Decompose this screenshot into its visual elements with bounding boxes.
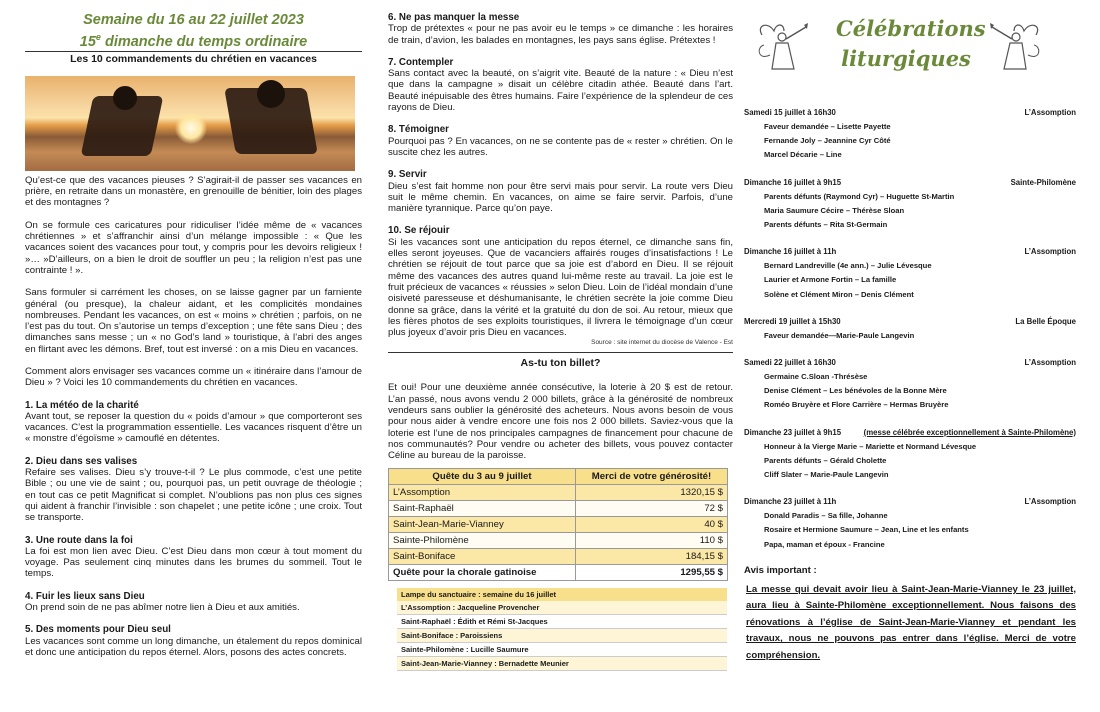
table-row: [389, 532, 728, 548]
week-title: Semaine du 16 au 22 juillet 2023: [83, 12, 304, 28]
intro-paragraph-4: Comment alors envisager ses vacances comme un « itinéraire dans l’amour de Dieu » ? Voici les 10 commandements du chrétien en vacances.: [25, 365, 362, 389]
collection-amount: 72 $: [576, 500, 728, 516]
commandment-text: Avant tout, se reposer la question du « poids d’amour » que comporteront ses vacances. C’est la programmation essentielle. Les vacances risquent d’être un « monstre d’égoïsme » camouflé en détentes.: [25, 410, 362, 445]
column-right: [744, 0, 1076, 664]
vacation-photo: [25, 76, 355, 171]
commandment-1: [25, 400, 362, 445]
sunday-number: 15: [79, 33, 96, 50]
table-row: [389, 500, 728, 516]
mass-intention: Maria Saumure Cécire – Thérèse Sloan: [764, 205, 905, 215]
mass-intention: Laurier et Armone Fortin – La famille: [764, 275, 897, 285]
mass-intention: Roméo Bruyère et Flore Carrière – Hermas Bruyère: [764, 400, 949, 410]
mass-where: L’Assomption: [1024, 497, 1076, 507]
commandment-3: [25, 535, 362, 580]
collection-amount: 184,15 $: [576, 548, 728, 564]
commandment-9: [388, 169, 733, 214]
lottery-text: Et oui! Pour une deuxième année consécutive, la loterie à 20 $ est de retour. L’an passé, nous avons vendu 2 000 billets, grâce à la générosité de nombreux vendeurs sans oublier la générosité des acheteurs. Nous avons besoin de vous pour nous aider à vendre encore une fois nos 2 000 billets. Saviez-vous que la loterie est l’une de nos principales campagnes de financement pour chacune de nos communautés? Pour vendre ou acheter des billets, vous pouvez contacter Céline au bureau de la paroisse.: [388, 382, 733, 462]
mass-line: [744, 106, 1076, 120]
mass-intention: Parents défunts – Rita St-Germain: [764, 220, 888, 230]
lamp-row: Saint-Jean-Marie-Vianney : Bernadette Meunier: [397, 657, 727, 671]
mass-where: La Belle Époque: [1015, 316, 1076, 326]
mass-intention: Donald Paradis – Sa fille, Johanne: [764, 511, 888, 521]
commandment-8: [388, 124, 733, 158]
mass-intention: Fernande Joly – Jeannine Cyr Côté: [764, 136, 891, 146]
mass-when: Dimanche 23 juillet à 9h15: [744, 427, 842, 437]
mass-entry: [744, 106, 1076, 163]
mass-when: Dimanche 23 juillet à 11h: [744, 497, 837, 507]
collection-amount: 40 $: [576, 516, 728, 532]
lamp-row: L’Assomption : Jacqueline Provencher: [397, 601, 727, 615]
person-right: [257, 80, 285, 108]
table-row: [389, 484, 728, 500]
commandment-title: 10. Se réjouir: [388, 225, 450, 237]
table-row: [389, 516, 728, 532]
mass-when: Dimanche 16 juillet à 9h15: [744, 177, 842, 187]
table-total-row: [389, 564, 728, 580]
person-left: [113, 86, 137, 110]
mass-intention: Rosaire et Hermione Saumure – Jean, Line et les enfants: [764, 525, 969, 535]
total-label: Quête pour la chorale gatinoise: [389, 564, 576, 580]
mass-entry: [744, 315, 1076, 343]
table-header-amount: Merci de votre générosité!: [576, 468, 728, 484]
angel-trumpet-icon: [988, 17, 1044, 75]
mass-entry: [744, 356, 1076, 413]
parish-name: Saint-Jean-Marie-Vianney: [389, 516, 576, 532]
collection-amount: 1320,15 $: [576, 484, 728, 500]
parish-name: L’Assomption: [389, 484, 576, 500]
angel-trumpet-icon: [754, 17, 810, 75]
parish-name: Saint-Raphaël: [389, 500, 576, 516]
commandment-title: 2. Dieu dans ses valises: [25, 455, 138, 467]
sunday-suffix: e: [95, 32, 101, 42]
mass-intention: Germaine C.Sloan -Thrésèse: [764, 372, 868, 382]
mass-intention: Cliff Slater – Marie-Paule Langevin: [764, 470, 889, 480]
lamp-row: Sainte-Philomène : Lucille Saumure: [397, 643, 727, 657]
total-amount: 1295,55 $: [576, 564, 728, 580]
commandment-2: [25, 456, 362, 524]
mass-intention: Marcel Décarie – Line: [764, 150, 842, 160]
commandment-title: 6. Ne pas manquer la messe: [388, 12, 520, 23]
commandment-title: 4. Fuir les lieux sans Dieu: [25, 590, 145, 602]
commandment-4: [25, 591, 362, 614]
mass-intention: Papa, maman et époux - Francine: [764, 539, 885, 549]
sunset-sun: [175, 112, 207, 144]
lamp-header: Lampe du sanctuaire : semaine du 16 juillet: [397, 588, 727, 601]
celebrations-title-line2: liturgiques: [841, 46, 971, 71]
commandment-text: Si les vacances sont une anticipation du repos éternel, ce dimanche sans fin, elles seront joyeuses. Que de vacanciers affairés rouges d’insatisfactions ! Le chrétien se réjouit de tout parce que sa joie est d’abord en Dieu. Il se réjouit même des vacances des autres quand lui-même reste au travail. La joie est le fruit précieux de vacances « réussies » selon Dieu. Loin de l’idéal mondain d’une oisiveté paresseuse et déshumanisante, le chrétien secrète la joie comme Dieu donne sa grâce, dans la vérité et la gratuité du don de soi. Au retour, mieux que les fières photos de ses exploits touristiques, il livrera le témoignage d’un cœur plus joyeux d’avoir pris Dieu en vacances.: [388, 236, 733, 339]
mass-where: L’Assomption: [1024, 108, 1076, 117]
section-divider: [388, 352, 733, 353]
table-row: [389, 548, 728, 564]
commandment-title: 8. Témoigner: [388, 124, 449, 136]
mass-when: Dimanche 16 juillet à 11h: [744, 247, 837, 257]
commandment-text: On prend soin de ne pas abîmer notre lien à Dieu et aux amitiés.: [25, 602, 300, 614]
collection-table: [388, 468, 728, 581]
sanctuary-lamp-box: [397, 588, 727, 671]
commandment-title: 1. La météo de la charité: [25, 399, 139, 411]
mass-entry: [744, 495, 1076, 552]
mass-entry: [744, 176, 1076, 233]
lamp-row: Saint-Raphaël : Édith et Rémi St-Jacques: [397, 615, 727, 629]
intro-paragraph-3: Sans formuler si carrément les choses, on se laisse gagner par un farniente général (ou presque), la chaleur aidant, et les complicités mondaines nombreuses. Pendant les vacances, on est « moins » chrétien ; parfois, on ne l’est pas du tout. On s’autorise un temps d’exception ; une fête sans Dieu ; des dimanches sans messe ; un « no God’s land » touristique, à l’abri des anges en flirtant avec les démons. Bref, tout est inversé : on a mis Dieu en vacances.: [25, 287, 362, 355]
notice-title: Avis important :: [744, 564, 817, 576]
commandment-title: 5. Des moments pour Dieu seul: [25, 624, 171, 636]
commandment-title: 7. Contempler: [388, 56, 454, 68]
source-credit: Source : site internet du diocèse de Valence - Est: [591, 339, 733, 347]
commandment-10: [388, 225, 733, 338]
commandment-text: Refaire ses valises. Dieu s’y trouve-t-il ? Le plus commode, c’est une petite Bible ; ou une vie de saint ; ou, pourquoi pas, un petit ouvrage de théologie ; en tout cas ce petit Magnificat si complet. N’oublions pas non plus ces signes qui aident à franchir l’invisible : son chapelet ; une petite icône ; une croix. Tout se transporte.: [25, 467, 362, 524]
mass-intention: Faveur demandée—Marie-Paule Langevin: [764, 330, 915, 340]
mass-when: Mercredi 19 juillet à 15h30: [744, 316, 841, 326]
mass-intention: Bernard Landreville (4e ann.) – Julie Lévesque: [764, 261, 932, 271]
commandment-6: [388, 12, 733, 46]
week-subtitle: [25, 29, 362, 50]
mass-where: L’Assomption: [1024, 358, 1076, 368]
celebrations-title-line1: Célébrations: [836, 16, 986, 41]
mass-entry: [744, 426, 1076, 483]
commandment-5: [25, 624, 362, 658]
commandment-text: Les vacances sont comme un long dimanche, un étalement du repos dominical et donc une anticipation du repos éternel. Alors, posons des actes concrets.: [25, 635, 362, 658]
mass-line: [744, 245, 1076, 259]
mass-line: [744, 356, 1076, 370]
mass-when: Samedi 22 juillet à 16h30: [744, 358, 836, 368]
mass-intention: Solène et Clément Miron – Denis Clément: [764, 289, 914, 299]
commandment-7: [388, 57, 733, 113]
mass-line: [744, 495, 1076, 509]
collection-amount: 110 $: [576, 532, 728, 548]
table-header-parish: Quête du 3 au 9 juillet: [389, 468, 576, 484]
commandment-text: Trop de prétextes « pour ne pas avoir eu le temps » ce dimanche : les horaires de train, d’avion, les balades en montagnes, les pays sans église. Prétextes !: [388, 23, 733, 46]
mass-entry: [744, 245, 1076, 302]
column-middle: [388, 0, 733, 671]
celebrations-header: [744, 0, 1076, 100]
column-left: [25, 0, 362, 658]
sunday-name: dimanche du temps ordinaire: [100, 33, 308, 50]
parish-name: Sainte-Philomène: [389, 532, 576, 548]
commandment-title: 3. Une route dans la foi: [25, 534, 133, 546]
lottery-title: As-tu ton billet?: [520, 357, 601, 370]
commandments-title: Les 10 commandements du chrétien en vacances: [25, 51, 362, 65]
commandment-text: La foi est mon lien avec Dieu. C’est Dieu dans mon cœur à tout moment du voyage. Pas seulement cinq minutes dans les brumes du sommeil. Tout le temps.: [25, 545, 362, 580]
mass-intention: Parents défunts (Raymond Cyr) – Huguette St-Martin: [764, 191, 955, 201]
commandment-text: Dieu s’est fait homme non pour être servi mais pour servir. La route vers Dieu suit le même chemin. En vacances, on aime se faire servir. Parfois, d’une manière tyrannique. Parce qu’on paye.: [388, 180, 733, 215]
mass-intention: Honneur à la Vierge Marie – Mariette et Normand Lévesque: [764, 441, 977, 451]
mass-line: [744, 426, 1076, 440]
notice-text: La messe qui devait avoir lieu à Saint-Jean-Marie-Vianney le 23 juillet, aura lieu à Sainte-Philomène exceptionnellement. Nous faisons des rénovations à l’église de Saint-Jean-Marie-Vianney et pendant les travaux, nous ne pouvons pas entrer dans l’église. Merci de votre compréhension.: [746, 583, 1076, 661]
mass-intention: Faveur demandée – Lisette Payette: [764, 122, 891, 131]
mass-note: (messe célébrée exceptionnellement à Sainte-Philomène): [863, 427, 1076, 437]
lamp-row: Saint-Boniface : Paroissiens: [397, 629, 727, 643]
commandment-text: Pourquoi pas ? En vacances, on ne se contente pas de « rester » chrétien. On le suscite chez les autres.: [388, 135, 733, 158]
intro-paragraph-2: On se formule ces caricatures pour ridiculiser l’idée même de « vacances chrétiennes » et s’affranchir ainsi d’un mélange impossible : « Que les vacances soient des vacances pour tout, y compris pour les devoirs religieux ! »… »D’ailleurs, on a bien le droit de souffler un peu ; la religion n’est pas une contrainte ! ».: [25, 219, 362, 276]
commandment-text: Sans contact avec la beauté, on s’aigrit vite. Beauté de la nature : « Dieu n’est que dans la campagne » disait un célèbre citadin athée. Beauté dans l’art. Beauté inépuisable des êtres humains. Faire l’expérience de la splendeur de ces rayons de Dieu.: [388, 68, 733, 114]
celebrations-title: [836, 14, 986, 74]
mass-when: Samedi 15 juillet à 16h30: [744, 108, 836, 117]
mass-where: Sainte-Philomène: [1010, 177, 1076, 187]
mass-intention: Denise Clément – Les bénévoles de la Bonne Mère: [764, 386, 947, 396]
mass-line: [744, 315, 1076, 329]
intro-paragraph-1: Qu’est-ce que des vacances pieuses ? S’agirait-il de passer ses vacances en prière, en retraite dans un monastère, en grenouille de bénitier, loin des plages et des montagnes ?: [25, 174, 362, 209]
mass-where: L’Assomption: [1024, 247, 1076, 257]
mass-intention: Parents défunts – Gérald Cholette: [764, 455, 887, 465]
mass-line: [744, 176, 1076, 190]
parish-name: Saint-Boniface: [389, 548, 576, 564]
commandment-title: 9. Servir: [388, 169, 427, 181]
